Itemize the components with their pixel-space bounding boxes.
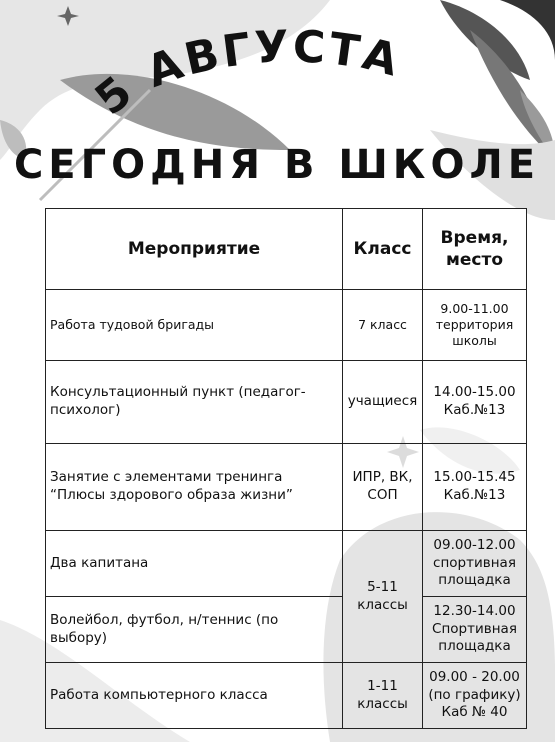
place-line: Каб № 40: [441, 704, 508, 721]
time-line: 12.30-14.00: [433, 603, 516, 620]
header-time-line1: Время,: [440, 227, 509, 248]
grade-cell: 7 класс: [343, 290, 423, 361]
header-event: Мероприятие: [46, 209, 343, 290]
event-cell: Работа тудовой бригады: [46, 290, 343, 361]
time-line: 9.00-11.00: [440, 300, 509, 316]
grade-cell: 5-11 классы: [343, 531, 423, 663]
event-cell: Волейбол, футбол, н/теннис (по выбору): [46, 597, 343, 663]
place-line: спортивная: [433, 554, 516, 571]
table-row: [46, 290, 527, 361]
headline-date: [86, 21, 406, 125]
place-line: территория: [435, 316, 514, 332]
table-row: [46, 361, 527, 444]
table-row: [46, 597, 527, 663]
grade-cell: 1-11 классы: [343, 663, 423, 729]
place-line: Каб.№13: [443, 487, 506, 503]
grade-cell: учащиеся: [343, 361, 423, 444]
time-cell: [423, 597, 527, 663]
time-cell: [423, 531, 527, 597]
header-time: [423, 209, 527, 290]
table-row: [46, 444, 527, 531]
time-cell: [423, 290, 527, 361]
time-cell: [423, 361, 527, 444]
event-cell: Консультационный пункт (педагог-психолог): [46, 361, 343, 444]
table-row: [46, 663, 527, 729]
headline-subtitle: СЕГОДНЯ В ШКОЛЕ: [13, 142, 541, 188]
place-line: Каб.№13: [443, 402, 506, 418]
event-cell: Два капитана: [46, 531, 343, 597]
header-time-line2: место: [445, 250, 504, 270]
time-cell: [423, 663, 527, 729]
time-line: 15.00-15.45: [433, 469, 516, 486]
time-line: 09.00 - 20.00: [429, 669, 520, 686]
place-line: площадка: [438, 638, 511, 655]
headline: [0, 0, 555, 200]
place-line: площадка: [438, 572, 511, 589]
event-cell: Работа компьютерного класса: [46, 663, 343, 729]
event-cell: Занятие с элементами тренинга “Плюсы здорового образа жизни”: [46, 444, 343, 531]
table-header-row: [46, 209, 527, 290]
table-row: [46, 531, 527, 597]
schedule-table: [45, 208, 527, 729]
time-line: 14.00-15.00: [433, 384, 516, 401]
time-line: 09.00-12.00: [433, 537, 516, 554]
headline-date-path: 5 АВГУСТА: [85, 21, 407, 126]
place-line: Спортивная: [432, 620, 517, 637]
place-line: (по графику): [428, 686, 521, 703]
time-cell: [423, 444, 527, 531]
grade-cell: ИПР, ВК, СОП: [343, 444, 423, 531]
header-grade: Класс: [343, 209, 423, 290]
place-line: школы: [452, 333, 497, 349]
